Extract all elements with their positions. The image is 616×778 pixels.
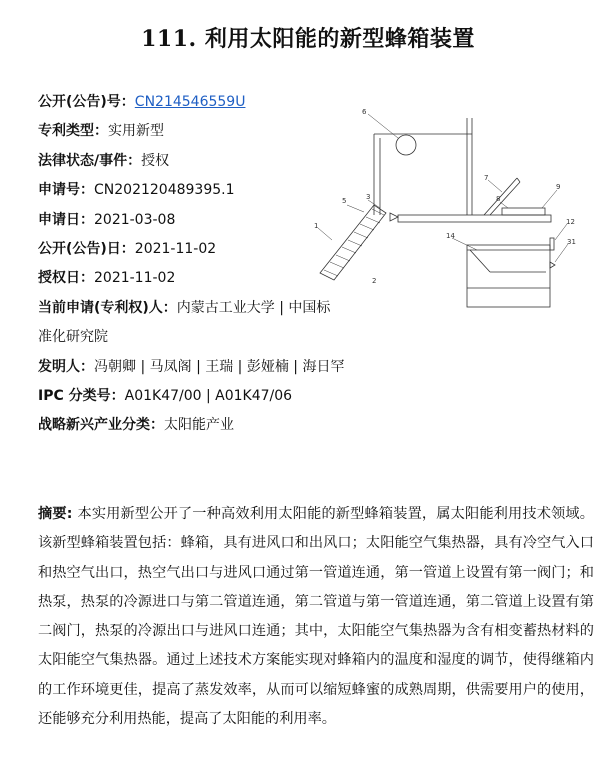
field-label: 专利类型	[38, 123, 94, 140]
field-applicant: 当前申请(专利权)人：内蒙古工业大学 | 中国标准化研究院	[38, 299, 331, 346]
field-value: CN202120489395.1	[94, 182, 235, 199]
leader-lines	[318, 114, 568, 262]
field-application-date: 申请日：2021-03-08	[38, 211, 176, 228]
solar-collector	[320, 205, 386, 280]
field-label: 公开(公告)日	[38, 241, 121, 258]
field-value: 冯朝卿 | 马凤阁 | 王瑞 | 彭娅楠 | 海日罕	[94, 358, 345, 375]
label-7: 7	[484, 174, 489, 182]
field-label: 授权日	[38, 270, 80, 287]
field-application-number: 申请号：CN202120489395.1	[38, 182, 235, 199]
publication-number-link[interactable]: CN214546559U	[134, 94, 246, 110]
abstract-label: 摘要	[38, 506, 67, 522]
field-label: 法律状态/事件	[38, 152, 128, 169]
label-1: 1	[314, 222, 319, 230]
patent-drawing	[312, 100, 592, 320]
field-label: 申请日	[38, 211, 80, 228]
field-label: 发明人	[38, 358, 80, 375]
field-value: A01K47/00 | A01K47/06	[124, 388, 293, 405]
field-value: 2021-03-08	[94, 211, 176, 228]
inclined-panel	[484, 178, 517, 215]
field-legal-status: 法律状态/事件：授权	[38, 152, 170, 169]
inclined-panel	[490, 182, 520, 215]
abstract: 摘要: 本实用新型公开了一种高效利用太阳能的新型蜂箱装置，属太阳能利用技术领域。该新型蜂箱装置包括：蜂箱，具有进风口和出风口；太阳能空气集热器，具有冷空气入口和热空气出口，热空气出口与进风口通过第一管道连通，第一管道上设置有第一阀门；和热泵，热泵的冷源进口与第二管道连通，第二管道与第一管道连通，第二管道上设置有第二阀门，热泵的冷源出口与进风口连通；其中，太阳能空气集热器为含有相变蓄热材料的太阳能空气集热器。通过上述技术方案能实现对蜂箱内的温度和湿度的调节，使得继箱内的工作环境更佳，提高了蒸发效率，从而可以缩短蜂蜜的成熟周期，供需要用户的使用，还能够充分利用热能，提高了太阳能的利用率。	[38, 506, 594, 728]
hive-box	[467, 245, 550, 307]
field-inventors: 发明人：冯朝卿 | 马凤阁 | 王瑞 | 彭娅楠 | 海日罕	[38, 358, 345, 375]
inclined-panel	[517, 178, 520, 182]
label-31: 31	[567, 238, 576, 246]
abstract-text: 本实用新型公开了一种高效利用太阳能的新型蜂箱装置，属太阳能利用技术领域。该新型蜂箱装置包括：蜂箱，具有进风口和出风口；太阳能空气集热器，具有冷空气入口和热空气出口，热空气出口与进风口通过第一管道连通，第一管道上设置有第一阀门；和热泵，热泵的冷源进口与第二管道连通，第二管道与第一管道连通，第二管道上设置有第二阀门，热泵的冷源出口与进风口连通；其中，太阳能空气集热器为含有相变蓄热材料的太阳能空气集热器。通过上述技术方案能实现对蜂箱内的温度和湿度的调节，使得继箱内的工作环境更佳，提高了蒸发效率，从而可以缩短蜂蜜的成熟周期，供需要用户的使用，还能够充分利用热能，提高了太阳能的利用率。	[38, 506, 594, 728]
field-ipc: IPC 分类号：A01K47/00 | A01K47/06	[38, 388, 293, 405]
field-value: 2021-11-02	[94, 270, 176, 287]
side-fitting	[550, 238, 554, 250]
page-title: 111. 利用太阳能的新型蜂箱装置	[141, 26, 475, 52]
field-label: 公开(公告)号	[38, 94, 121, 110]
field-publication-date: 公开(公告)日：2021-11-02	[38, 241, 217, 258]
field-label: 当前申请(专利权)人	[38, 299, 163, 316]
fan-circle	[396, 135, 416, 155]
label-12: 12	[566, 218, 575, 226]
side-valve	[550, 262, 555, 268]
field-value: 2021-11-02	[134, 241, 217, 258]
label-14: 14	[446, 232, 455, 240]
field-value: 太阳能产业	[164, 417, 234, 434]
collector-unit	[502, 208, 545, 215]
label-5: 5	[342, 197, 347, 205]
top-platform	[398, 215, 551, 222]
collector-hatching	[324, 209, 384, 276]
label-9: 9	[556, 183, 561, 191]
patent-fields	[38, 88, 345, 441]
field-patent-type: 专利类型：实用新型	[38, 123, 164, 140]
field-label: 战略新兴产业分类	[38, 417, 150, 434]
field-value: 授权	[141, 152, 170, 169]
field-value: 实用新型	[108, 123, 164, 140]
field-grant-date: 授权日：2021-11-02	[38, 270, 176, 287]
field-pub-number: 公开(公告)号：CN214546559U	[38, 94, 246, 110]
label-3: 3	[366, 193, 371, 201]
inner-line	[470, 250, 490, 272]
field-label: IPC 分类号	[38, 388, 111, 405]
field-value: 内蒙古工业大学 | 中国标准化研究院	[38, 299, 331, 346]
label-6: 6	[362, 108, 367, 116]
field-industry: 战略新兴产业分类：太阳能产业	[38, 417, 234, 434]
label-2: 2	[372, 277, 377, 285]
field-label: 申请号	[38, 182, 80, 199]
valve-shape	[390, 213, 398, 221]
label-8: 8	[496, 195, 501, 203]
